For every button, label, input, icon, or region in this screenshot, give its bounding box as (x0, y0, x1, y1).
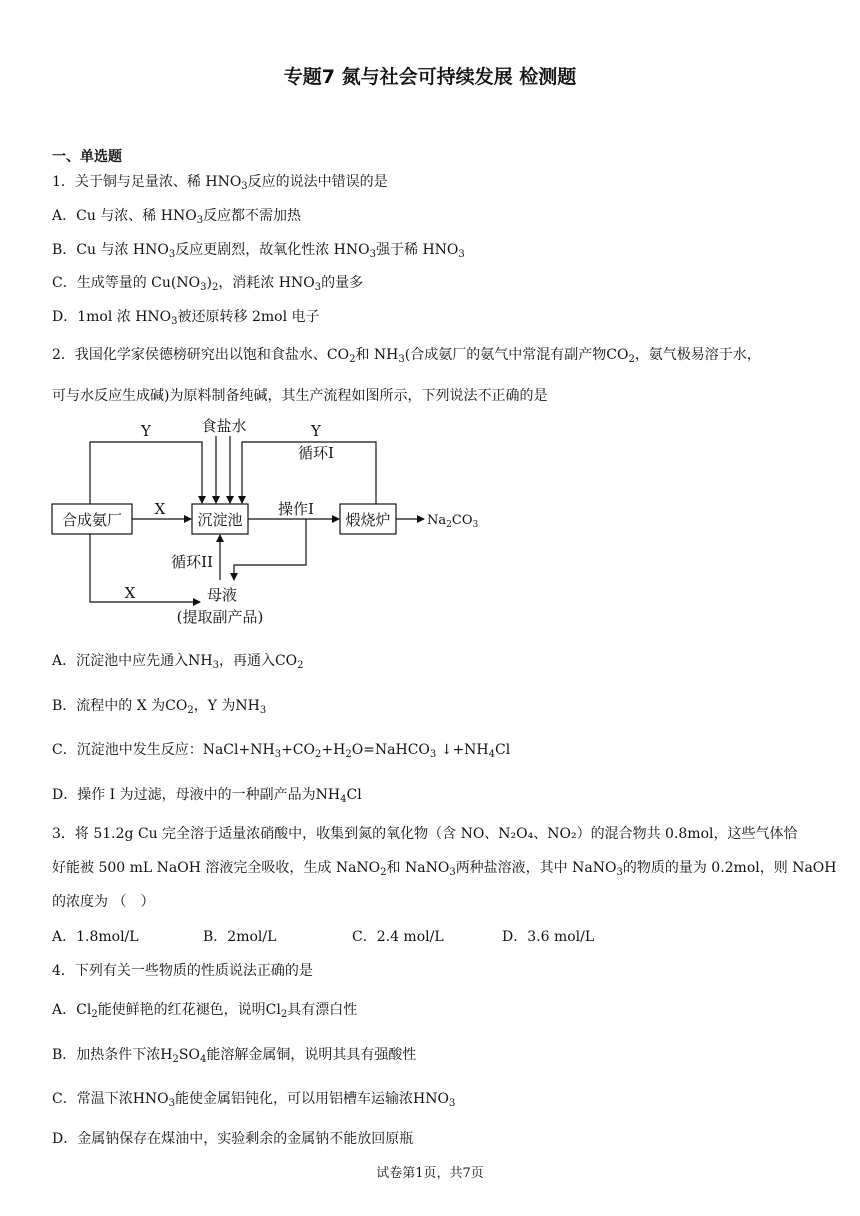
cycle-2-label: 循环II (171, 553, 213, 571)
product-label: $Na_2CO_3$ (427, 513, 479, 530)
question-4-option-b[interactable]: B．加热条件下浓$H_2SO_4$能溶解金属铜，说明其具有强酸性 (52, 1047, 417, 1065)
x-label-bottom: X (124, 584, 136, 602)
question-3-option-d[interactable]: D．3.6 mol/L (502, 929, 595, 945)
y-label-left: Y (141, 422, 151, 440)
question-3-stem-line-3: 的浓度为 （ ） (52, 894, 155, 910)
box-ammonia-label: 合成氨厂 (61, 511, 123, 529)
question-4-option-c[interactable]: C．常温下浓$HNO_3$能使金属铝钝化，可以用铝槽车运输浓$HNO_3$ (52, 1091, 456, 1109)
x-label-top: X (154, 500, 166, 518)
byproduct-label: (提取副产品) (176, 608, 264, 626)
question-2-stem-line-1: 2．我国化学家侯德榜研究出以饱和食盐水、$CO_2$和 $NH_3$(合成氨厂的氨气中常混有副产物$CO_2$，氨气极易溶于水， (52, 347, 761, 365)
box-furnace-label: 煅烧炉 (345, 511, 391, 529)
question-1-option-c[interactable]: C．生成等量的 $Cu(NO_3)_2$，消耗浓 $HNO_3$的量多 (52, 275, 364, 293)
page-title: 专题7 氮与社会可持续发展 检测题 (283, 66, 577, 88)
question-2-stem-line-2: 可与水反应生成碱)为原料制备纯碱，其生产流程如图所示，下列说法不正确的是 (52, 388, 548, 404)
question-4-option-d[interactable]: D．金属钠保存在煤油中，实验剩余的金属钠不能放回原瓶 (52, 1131, 414, 1147)
question-1-option-a[interactable]: A．Cu 与浓、稀 $HNO_3$反应都不需加热 (52, 208, 302, 226)
question-2-option-b[interactable]: B．流程中的 X 为$CO_2$，Y 为$NH_3$ (52, 698, 267, 716)
mother-liquor-label: 母液 (206, 586, 238, 604)
process-flow-diagram (50, 412, 510, 634)
question-1-option-d[interactable]: D．1mol 浓 $HNO_3$被还原转移 2mol 电子 (52, 309, 320, 327)
question-2-option-c[interactable]: C．沉淀池中发生反应：$NaCl+NH_3+CO_2+H_2O=NaHCO_3$ $↓+NH_4Cl$ (52, 742, 511, 760)
question-3-option-b[interactable]: B．2mol/L (203, 929, 277, 945)
question-3-option-c[interactable]: C．2.4 mol/L (352, 929, 444, 945)
y-label-right: Y (311, 422, 321, 440)
box-pool-label: 沉淀池 (197, 511, 243, 529)
question-4-stem: 4．下列有关一些物质的性质说法正确的是 (52, 963, 313, 979)
question-3-stem-line-2: 好能被 500 mL NaOH 溶液完全吸收，生成 NaNO$_2$和 NaNO$_3$两种盐溶液，其中 NaNO$_3$的物质的量为 0.2mol，则 NaOH (52, 860, 837, 878)
brine-label: 食盐水 (201, 417, 247, 435)
question-1-stem: 1．关于铜与足量浓、稀 $HNO_3$反应的说法中错误的是 (52, 174, 388, 192)
question-3-stem-line-1: 3．将 51.2g Cu 完全溶于适量浓硝酸中，收集到氮的氧化物（含 NO、N₂O₄、NO₂）的混合物共 0.8mol，这些气体恰 (52, 826, 798, 842)
operation-1-label: 操作I (278, 500, 314, 518)
question-2-option-d[interactable]: D．操作 I 为过滤，母液中的一种副产品为$NH_4Cl$ (52, 787, 362, 805)
question-2-option-a[interactable]: A．沉淀池中应先通入$NH_3$，再通入$CO_2$ (52, 653, 304, 671)
question-4-option-a[interactable]: A．$Cl_2$能使鲜艳的红花褪色，说明$Cl_2$具有漂白性 (52, 1002, 358, 1020)
question-1-option-b[interactable]: B．Cu 与浓 $HNO_3$反应更剧烈，故氧化性浓 $HNO_3$强于稀 $HNO_3$ (52, 242, 465, 260)
cycle-1-label: 循环I (298, 444, 334, 462)
section-heading: 一、单选题 (52, 149, 122, 165)
question-3-option-a[interactable]: A．1.8mol/L (52, 929, 139, 945)
page-footer: 试卷第1页，共7页 (376, 1166, 484, 1181)
